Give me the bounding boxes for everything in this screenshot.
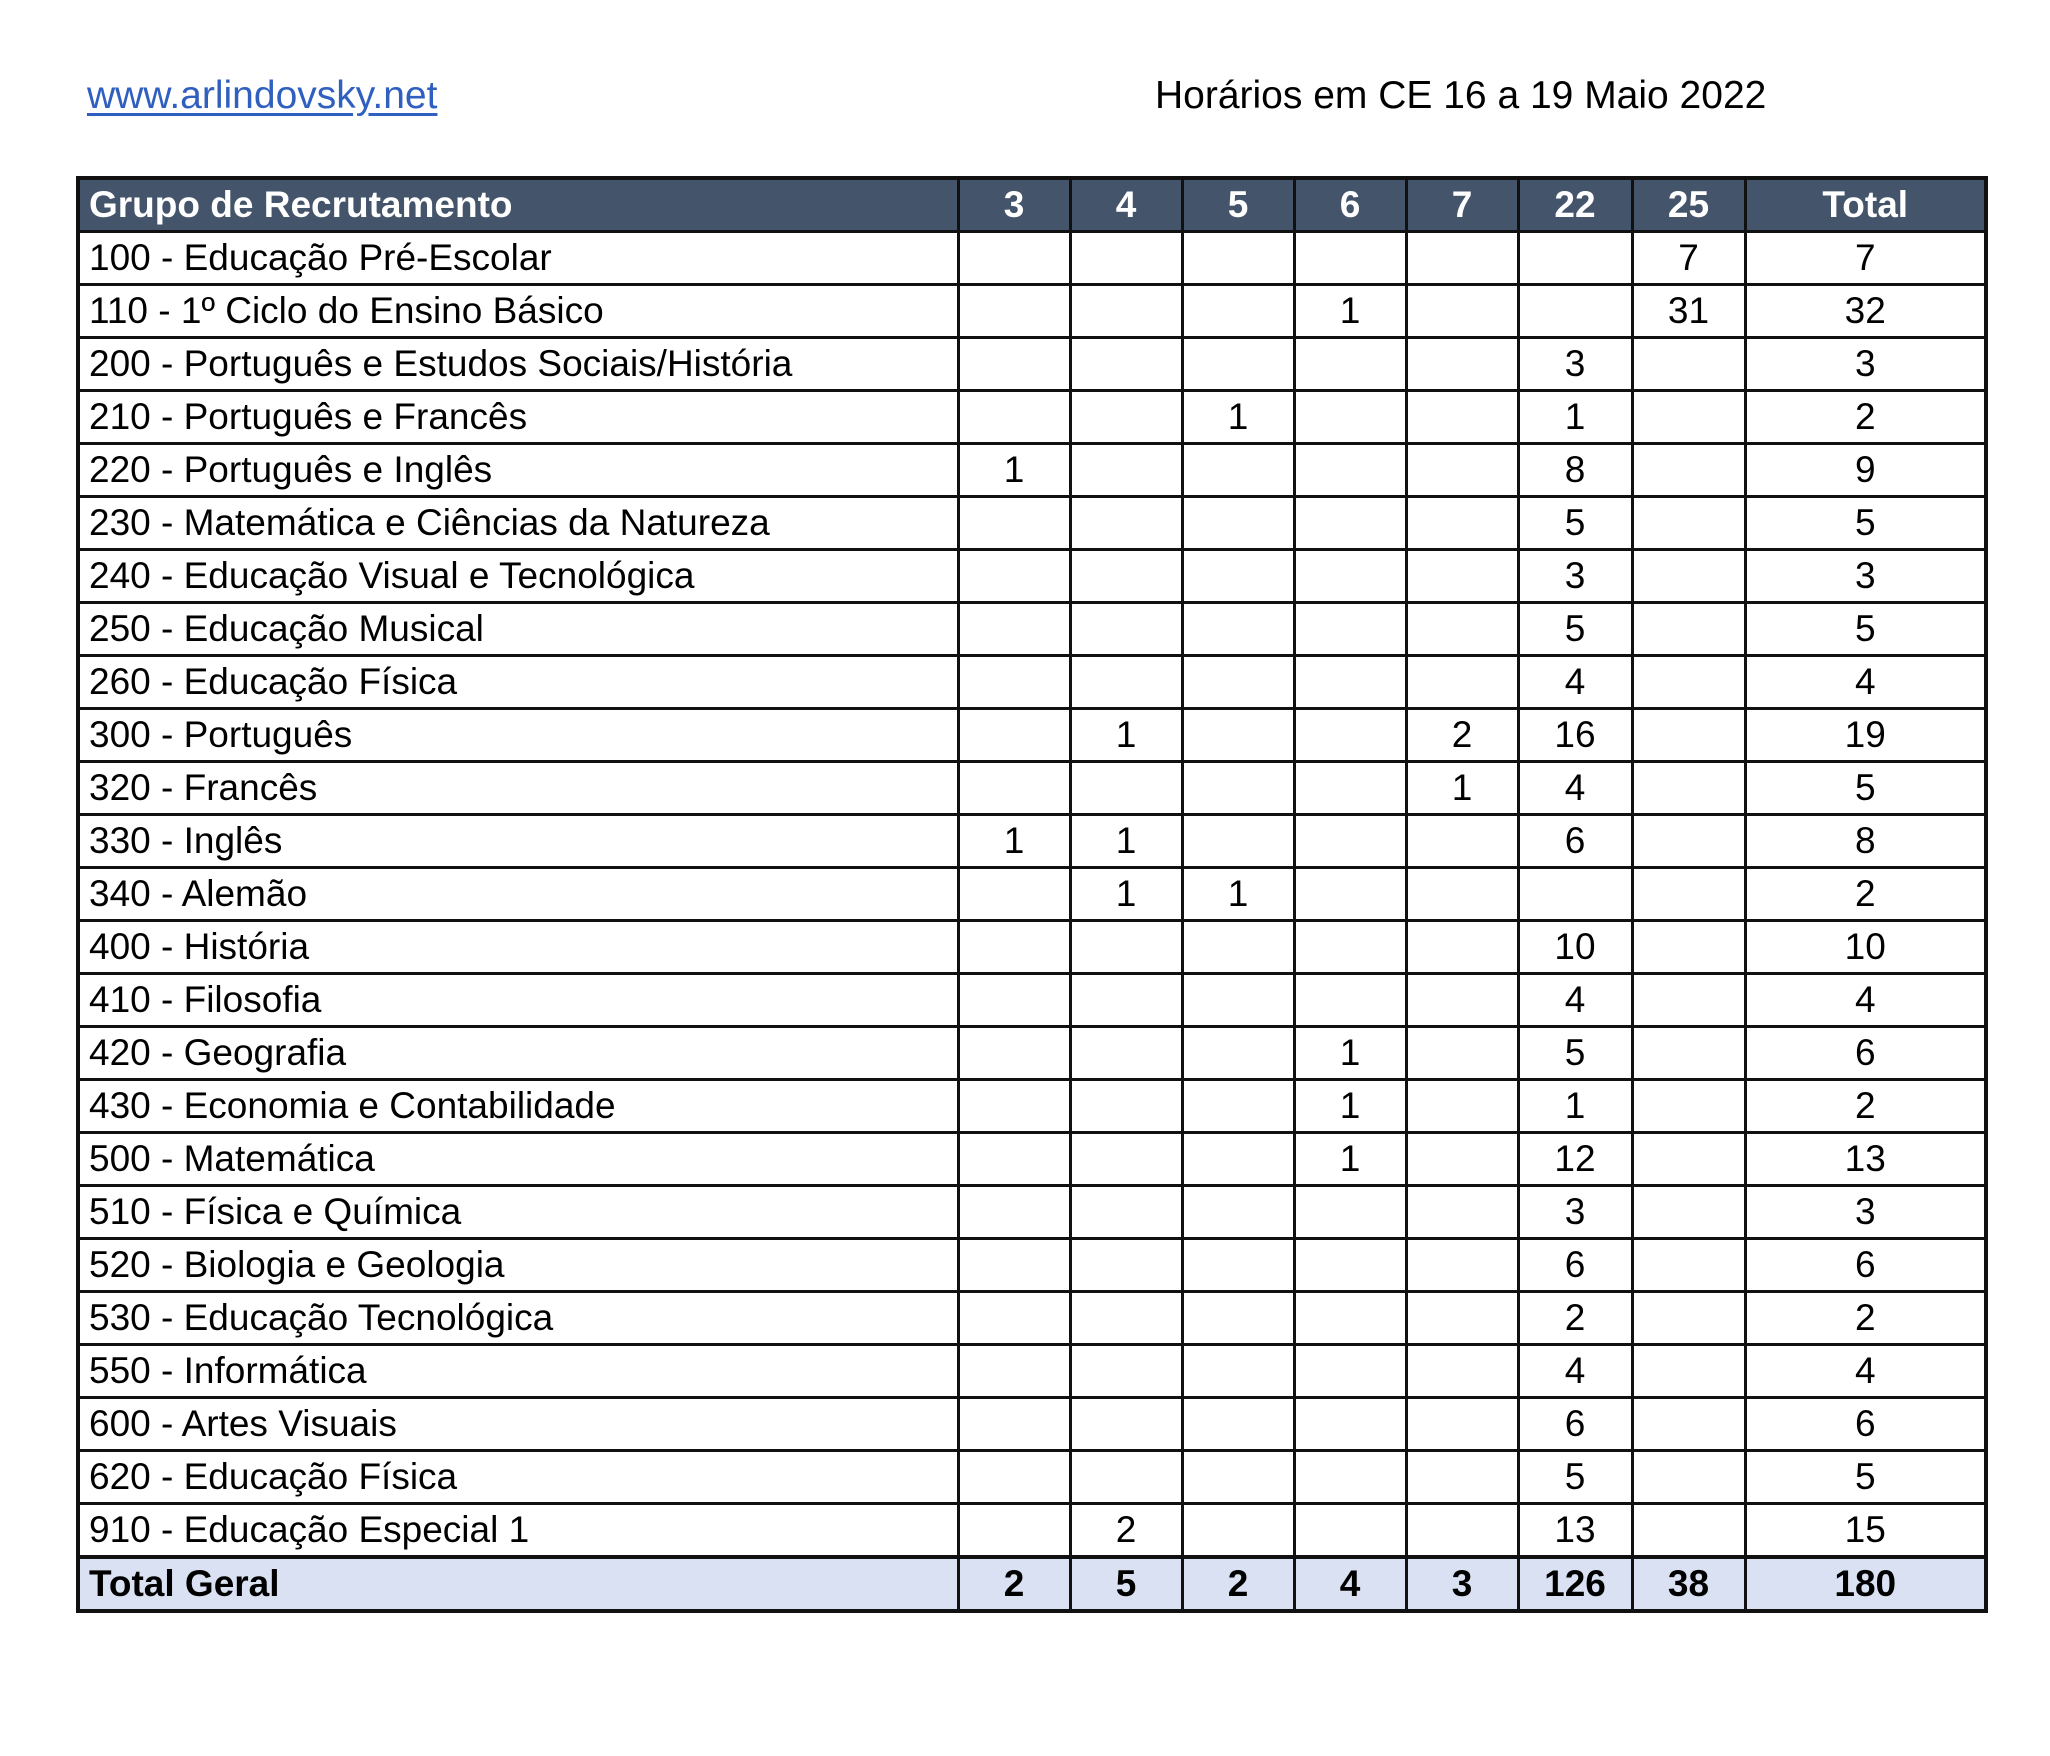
- cell-col-7: [1406, 232, 1518, 285]
- table-row: [78, 391, 1986, 444]
- cell-total: 10: [1745, 921, 1986, 974]
- cell-col-25: [1632, 656, 1745, 709]
- row-label: 330 - Inglês: [78, 815, 958, 868]
- cell-col-4: 2: [1070, 1504, 1182, 1558]
- cell-col-3: [958, 497, 1070, 550]
- table-header: [78, 178, 1986, 232]
- cell-total: 6: [1745, 1239, 1986, 1292]
- cell-total: 9: [1745, 444, 1986, 497]
- cell-col-7: [1406, 1398, 1518, 1451]
- cell-col-3: [958, 1345, 1070, 1398]
- column-header-col-7: 7: [1406, 178, 1518, 232]
- cell-col-6: [1294, 1345, 1406, 1398]
- cell-col-3: [958, 1133, 1070, 1186]
- cell-col-4: [1070, 1451, 1182, 1504]
- table-row: [78, 338, 1986, 391]
- cell-col-7: 1: [1406, 762, 1518, 815]
- cell-col-4: 1: [1070, 868, 1182, 921]
- cell-total: 2: [1745, 1292, 1986, 1345]
- total-cell-col-7: 3: [1406, 1557, 1518, 1611]
- total-cell-col-4: 5: [1070, 1557, 1182, 1611]
- cell-col-4: [1070, 1080, 1182, 1133]
- row-label: 300 - Português: [78, 709, 958, 762]
- cell-col-7: [1406, 868, 1518, 921]
- cell-col-22: 4: [1518, 656, 1632, 709]
- cell-col-3: [958, 338, 1070, 391]
- cell-col-6: [1294, 709, 1406, 762]
- cell-col-6: [1294, 232, 1406, 285]
- cell-col-25: [1632, 1027, 1745, 1080]
- cell-col-5: [1182, 497, 1294, 550]
- table-footer: [78, 1557, 1986, 1611]
- cell-col-4: [1070, 1133, 1182, 1186]
- row-label: 620 - Educação Física: [78, 1451, 958, 1504]
- cell-col-5: [1182, 709, 1294, 762]
- cell-col-3: [958, 921, 1070, 974]
- cell-col-6: [1294, 1504, 1406, 1558]
- cell-col-7: [1406, 1292, 1518, 1345]
- table-row: [78, 762, 1986, 815]
- cell-col-3: 1: [958, 815, 1070, 868]
- table-row: [78, 285, 1986, 338]
- cell-col-6: [1294, 868, 1406, 921]
- cell-col-25: 7: [1632, 232, 1745, 285]
- table-row: [78, 232, 1986, 285]
- cell-col-7: [1406, 1133, 1518, 1186]
- row-label: 320 - Francês: [78, 762, 958, 815]
- table-row: [78, 497, 1986, 550]
- cell-col-3: [958, 232, 1070, 285]
- row-label: 220 - Português e Inglês: [78, 444, 958, 497]
- cell-col-4: 1: [1070, 709, 1182, 762]
- cell-total: 4: [1745, 656, 1986, 709]
- cell-col-3: [958, 974, 1070, 1027]
- cell-col-4: [1070, 391, 1182, 444]
- cell-col-25: [1632, 1345, 1745, 1398]
- cell-col-4: [1070, 921, 1182, 974]
- column-header-col-3: 3: [958, 178, 1070, 232]
- cell-col-25: [1632, 1292, 1745, 1345]
- cell-col-5: [1182, 1504, 1294, 1558]
- row-label: 550 - Informática: [78, 1345, 958, 1398]
- row-label: 420 - Geografia: [78, 1027, 958, 1080]
- cell-col-6: [1294, 338, 1406, 391]
- total-cell-col-3: 2: [958, 1557, 1070, 1611]
- table-row: [78, 1239, 1986, 1292]
- table-row: [78, 709, 1986, 762]
- cell-col-6: [1294, 1451, 1406, 1504]
- cell-col-7: [1406, 815, 1518, 868]
- cell-total: 32: [1745, 285, 1986, 338]
- cell-col-6: [1294, 1186, 1406, 1239]
- cell-col-6: [1294, 1239, 1406, 1292]
- row-label: 410 - Filosofia: [78, 974, 958, 1027]
- row-label: 600 - Artes Visuais: [78, 1398, 958, 1451]
- cell-col-22: 1: [1518, 391, 1632, 444]
- cell-col-6: [1294, 444, 1406, 497]
- column-header-col-4: 4: [1070, 178, 1182, 232]
- row-label: 430 - Economia e Contabilidade: [78, 1080, 958, 1133]
- cell-col-4: [1070, 1186, 1182, 1239]
- cell-col-7: [1406, 921, 1518, 974]
- cell-total: 3: [1745, 338, 1986, 391]
- cell-col-3: [958, 1239, 1070, 1292]
- cell-col-3: 1: [958, 444, 1070, 497]
- cell-col-22: 1: [1518, 1080, 1632, 1133]
- cell-col-25: [1632, 338, 1745, 391]
- total-cell-total: 180: [1745, 1557, 1986, 1611]
- cell-col-7: [1406, 1451, 1518, 1504]
- header-row: [78, 178, 1986, 232]
- cell-col-4: [1070, 1345, 1182, 1398]
- table-row: [78, 603, 1986, 656]
- cell-col-22: 5: [1518, 603, 1632, 656]
- cell-col-7: 2: [1406, 709, 1518, 762]
- cell-col-3: [958, 1186, 1070, 1239]
- cell-col-7: [1406, 1345, 1518, 1398]
- cell-col-7: [1406, 974, 1518, 1027]
- cell-total: 6: [1745, 1027, 1986, 1080]
- website-link[interactable]: www.arlindovsky.net: [87, 74, 438, 117]
- row-label: 200 - Português e Estudos Sociais/História: [78, 338, 958, 391]
- cell-col-5: [1182, 1451, 1294, 1504]
- cell-col-4: [1070, 338, 1182, 391]
- cell-col-4: [1070, 603, 1182, 656]
- cell-col-7: [1406, 338, 1518, 391]
- cell-col-3: [958, 1027, 1070, 1080]
- cell-col-22: 5: [1518, 497, 1632, 550]
- cell-total: 13: [1745, 1133, 1986, 1186]
- table-row: [78, 1080, 1986, 1133]
- cell-col-22: 3: [1518, 1186, 1632, 1239]
- cell-col-6: 1: [1294, 1080, 1406, 1133]
- cell-col-3: [958, 391, 1070, 444]
- cell-col-22: 4: [1518, 974, 1632, 1027]
- cell-col-4: [1070, 285, 1182, 338]
- cell-col-5: [1182, 1292, 1294, 1345]
- cell-total: 15: [1745, 1504, 1986, 1558]
- cell-col-4: [1070, 656, 1182, 709]
- cell-col-7: [1406, 656, 1518, 709]
- cell-col-25: [1632, 1133, 1745, 1186]
- cell-col-7: [1406, 603, 1518, 656]
- cell-col-7: [1406, 444, 1518, 497]
- cell-col-4: [1070, 1239, 1182, 1292]
- cell-col-5: [1182, 656, 1294, 709]
- cell-col-3: [958, 550, 1070, 603]
- table-row: [78, 1398, 1986, 1451]
- cell-col-6: 1: [1294, 285, 1406, 338]
- recruitment-group-table: [76, 176, 1988, 1613]
- cell-col-25: [1632, 1080, 1745, 1133]
- cell-col-6: [1294, 391, 1406, 444]
- cell-col-5: [1182, 1186, 1294, 1239]
- cell-col-5: [1182, 1080, 1294, 1133]
- cell-col-7: [1406, 1186, 1518, 1239]
- cell-col-5: [1182, 1027, 1294, 1080]
- cell-col-6: [1294, 497, 1406, 550]
- total-cell-col-6: 4: [1294, 1557, 1406, 1611]
- cell-col-5: [1182, 285, 1294, 338]
- cell-col-5: [1182, 921, 1294, 974]
- cell-total: 2: [1745, 868, 1986, 921]
- cell-col-25: [1632, 921, 1745, 974]
- cell-col-22: 8: [1518, 444, 1632, 497]
- table-row: [78, 1027, 1986, 1080]
- cell-col-7: [1406, 1027, 1518, 1080]
- row-label: 110 - 1º Ciclo do Ensino Básico: [78, 285, 958, 338]
- cell-col-22: 4: [1518, 1345, 1632, 1398]
- table-row: [78, 1504, 1986, 1558]
- cell-col-6: 1: [1294, 1027, 1406, 1080]
- cell-col-6: [1294, 1398, 1406, 1451]
- cell-col-22: 2: [1518, 1292, 1632, 1345]
- row-label: 250 - Educação Musical: [78, 603, 958, 656]
- cell-col-22: 13: [1518, 1504, 1632, 1558]
- total-row-label: Total Geral: [78, 1557, 958, 1611]
- cell-col-5: [1182, 232, 1294, 285]
- column-header-col-25: 25: [1632, 178, 1745, 232]
- cell-col-4: [1070, 762, 1182, 815]
- row-label: 260 - Educação Física: [78, 656, 958, 709]
- cell-col-3: [958, 1292, 1070, 1345]
- cell-col-7: [1406, 497, 1518, 550]
- cell-col-5: 1: [1182, 868, 1294, 921]
- cell-total: 3: [1745, 1186, 1986, 1239]
- cell-col-5: 1: [1182, 391, 1294, 444]
- cell-col-25: [1632, 1504, 1745, 1558]
- table-row: [78, 656, 1986, 709]
- cell-col-22: 6: [1518, 1239, 1632, 1292]
- cell-col-3: [958, 1080, 1070, 1133]
- cell-col-6: 1: [1294, 1133, 1406, 1186]
- cell-col-22: 3: [1518, 338, 1632, 391]
- cell-total: 5: [1745, 762, 1986, 815]
- cell-col-25: [1632, 497, 1745, 550]
- cell-col-22: 5: [1518, 1027, 1632, 1080]
- cell-total: 4: [1745, 974, 1986, 1027]
- cell-col-25: [1632, 709, 1745, 762]
- row-label: 520 - Biologia e Geologia: [78, 1239, 958, 1292]
- row-label: 530 - Educação Tecnológica: [78, 1292, 958, 1345]
- cell-col-25: [1632, 815, 1745, 868]
- cell-col-25: [1632, 974, 1745, 1027]
- cell-col-4: 1: [1070, 815, 1182, 868]
- row-label: 510 - Física e Química: [78, 1186, 958, 1239]
- cell-col-7: [1406, 1239, 1518, 1292]
- table-body: [78, 232, 1986, 1558]
- cell-col-5: [1182, 1398, 1294, 1451]
- cell-col-25: 31: [1632, 285, 1745, 338]
- cell-col-25: [1632, 1451, 1745, 1504]
- cell-total: 2: [1745, 1080, 1986, 1133]
- total-cell-col-25: 38: [1632, 1557, 1745, 1611]
- cell-col-22: [1518, 285, 1632, 338]
- table-row: [78, 1451, 1986, 1504]
- table-row: [78, 550, 1986, 603]
- cell-col-22: 4: [1518, 762, 1632, 815]
- cell-total: 4: [1745, 1345, 1986, 1398]
- cell-col-7: [1406, 391, 1518, 444]
- row-label: 910 - Educação Especial 1: [78, 1504, 958, 1558]
- cell-col-3: [958, 285, 1070, 338]
- cell-total: 6: [1745, 1398, 1986, 1451]
- column-header-col-5: 5: [1182, 178, 1294, 232]
- cell-col-22: 12: [1518, 1133, 1632, 1186]
- cell-col-5: [1182, 1133, 1294, 1186]
- cell-total: 8: [1745, 815, 1986, 868]
- cell-col-25: [1632, 1239, 1745, 1292]
- cell-total: 5: [1745, 1451, 1986, 1504]
- table-row: [78, 1186, 1986, 1239]
- row-label: 400 - História: [78, 921, 958, 974]
- cell-col-4: [1070, 1292, 1182, 1345]
- column-header-total: Total: [1745, 178, 1986, 232]
- cell-col-25: [1632, 391, 1745, 444]
- cell-col-6: [1294, 974, 1406, 1027]
- cell-col-7: [1406, 1504, 1518, 1558]
- row-label: 500 - Matemática: [78, 1133, 958, 1186]
- row-label: 100 - Educação Pré-Escolar: [78, 232, 958, 285]
- document-title: Horários em CE 16 a 19 Maio 2022: [1155, 74, 1767, 117]
- cell-col-3: [958, 656, 1070, 709]
- cell-col-4: [1070, 497, 1182, 550]
- table-row: [78, 1292, 1986, 1345]
- column-header-col-22: 22: [1518, 178, 1632, 232]
- cell-col-25: [1632, 550, 1745, 603]
- cell-col-6: [1294, 921, 1406, 974]
- cell-col-7: [1406, 1080, 1518, 1133]
- cell-col-4: [1070, 974, 1182, 1027]
- cell-total: 7: [1745, 232, 1986, 285]
- cell-col-5: [1182, 550, 1294, 603]
- row-label: 230 - Matemática e Ciências da Natureza: [78, 497, 958, 550]
- table-row: [78, 444, 1986, 497]
- cell-col-5: [1182, 1345, 1294, 1398]
- cell-col-25: [1632, 762, 1745, 815]
- cell-col-4: [1070, 1027, 1182, 1080]
- cell-col-25: [1632, 1398, 1745, 1451]
- cell-col-6: [1294, 656, 1406, 709]
- table-row: [78, 974, 1986, 1027]
- cell-col-3: [958, 1451, 1070, 1504]
- cell-col-25: [1632, 444, 1745, 497]
- cell-col-22: 3: [1518, 550, 1632, 603]
- table-row: [78, 815, 1986, 868]
- cell-col-22: 10: [1518, 921, 1632, 974]
- cell-col-5: [1182, 444, 1294, 497]
- cell-total: 5: [1745, 603, 1986, 656]
- cell-col-4: [1070, 444, 1182, 497]
- cell-col-22: 6: [1518, 1398, 1632, 1451]
- cell-col-7: [1406, 285, 1518, 338]
- table-row: [78, 921, 1986, 974]
- cell-col-3: [958, 1504, 1070, 1558]
- column-header-col-6: 6: [1294, 178, 1406, 232]
- row-label: 210 - Português e Francês: [78, 391, 958, 444]
- cell-col-25: [1632, 603, 1745, 656]
- cell-col-22: 5: [1518, 1451, 1632, 1504]
- cell-col-25: [1632, 1186, 1745, 1239]
- cell-col-25: [1632, 868, 1745, 921]
- cell-col-4: [1070, 232, 1182, 285]
- cell-col-4: [1070, 1398, 1182, 1451]
- cell-col-5: [1182, 603, 1294, 656]
- cell-col-5: [1182, 762, 1294, 815]
- cell-col-6: [1294, 762, 1406, 815]
- cell-col-22: 6: [1518, 815, 1632, 868]
- cell-col-3: [958, 603, 1070, 656]
- cell-col-5: [1182, 1239, 1294, 1292]
- cell-total: 5: [1745, 497, 1986, 550]
- cell-col-22: [1518, 232, 1632, 285]
- cell-col-3: [958, 1398, 1070, 1451]
- cell-col-7: [1406, 550, 1518, 603]
- cell-col-3: [958, 868, 1070, 921]
- cell-col-3: [958, 762, 1070, 815]
- table-row: [78, 868, 1986, 921]
- total-cell-col-5: 2: [1182, 1557, 1294, 1611]
- cell-col-3: [958, 709, 1070, 762]
- cell-col-5: [1182, 815, 1294, 868]
- table-row: [78, 1133, 1986, 1186]
- cell-col-5: [1182, 974, 1294, 1027]
- column-header-group: Grupo de Recrutamento: [78, 178, 958, 232]
- cell-col-5: [1182, 338, 1294, 391]
- cell-col-6: [1294, 815, 1406, 868]
- cell-col-22: 16: [1518, 709, 1632, 762]
- cell-total: 3: [1745, 550, 1986, 603]
- cell-col-4: [1070, 550, 1182, 603]
- cell-col-6: [1294, 1292, 1406, 1345]
- cell-col-6: [1294, 603, 1406, 656]
- cell-total: 19: [1745, 709, 1986, 762]
- cell-col-6: [1294, 550, 1406, 603]
- table-row: [78, 1345, 1986, 1398]
- total-cell-col-22: 126: [1518, 1557, 1632, 1611]
- row-label: 340 - Alemão: [78, 868, 958, 921]
- row-label: 240 - Educação Visual e Tecnológica: [78, 550, 958, 603]
- cell-total: 2: [1745, 391, 1986, 444]
- cell-col-22: [1518, 868, 1632, 921]
- total-row: [78, 1557, 1986, 1611]
